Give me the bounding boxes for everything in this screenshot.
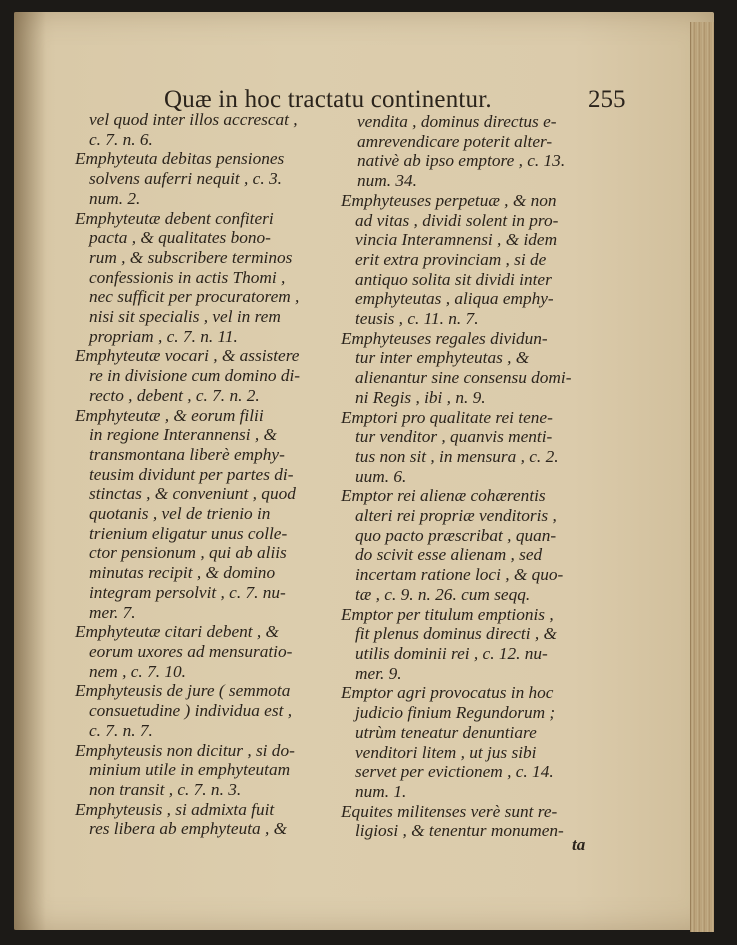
index-entry	[341, 408, 614, 487]
index-entry	[75, 346, 348, 405]
index-entry	[75, 800, 348, 839]
index-entry-line: transmontana liberè emphy-	[89, 444, 285, 464]
index-entry-line: solvens auferri nequit , c. 3.	[89, 169, 282, 189]
index-entry-line: vendita , dominus directus e-	[357, 112, 557, 131]
running-title: Quæ in hoc tractatu continentur.	[164, 86, 492, 113]
index-entry	[75, 622, 348, 681]
index-entry	[341, 683, 614, 801]
index-entry-line: utrùm teneatur denuntiare	[355, 722, 537, 742]
index-entry-line: Emphyteutæ citari debent , &	[75, 622, 279, 642]
index-entry-line: amrevendicare poterit alter-	[357, 131, 553, 151]
index-entry-line: ligiosi , & tenentur monumen-	[355, 821, 564, 841]
index-entry-line: eorum uxores ad mensuratio-	[89, 641, 293, 661]
page-gutter-shadow	[14, 12, 46, 930]
index-entry-line: integram persolvit , c. 7. nu-	[89, 582, 286, 602]
index-entry-line: teusis , c. 11. n. 7.	[355, 309, 479, 329]
index-entry-line: alienantur sine consensu domi-	[355, 368, 572, 388]
index-entry-line: non transit , c. 7. n. 3.	[89, 779, 242, 799]
index-entry-line: Emptor rei alienæ cohærentis	[341, 486, 546, 506]
index-entry-line: Emptori pro qualitate rei tene-	[341, 407, 553, 427]
index-entry-line: nem , c. 7. 10.	[89, 661, 186, 681]
index-entry-line: incertam ratione loci , & quo-	[355, 565, 564, 585]
index-entry-line: uum. 6.	[355, 466, 407, 486]
index-entry-line: mer. 9.	[355, 663, 402, 683]
index-entry-line: tur inter emphyteutas , &	[355, 348, 530, 368]
index-entry-line: judicio finium Regundorum ;	[355, 703, 556, 723]
index-entry	[75, 406, 348, 623]
index-entry-line: quo pacto præscribat , quan-	[355, 525, 557, 545]
index-entry-line: ctor pensionum , qui ab aliis	[89, 543, 287, 563]
index-entry-line: mer. 7.	[89, 602, 136, 622]
index-entry-line: do scivit esse alienam , sed	[355, 545, 543, 565]
index-entry-line: stinctas , & conveniunt , quod	[89, 484, 296, 504]
left-index-column	[75, 110, 348, 839]
index-entry-line: ad vitas , dividi solent in pro-	[355, 210, 559, 230]
page-number: 255	[588, 86, 626, 113]
index-entry-line: quotanis , vel de trienio in	[89, 504, 271, 524]
index-entry-line: Emphyteuses perpetuæ , & non	[341, 190, 557, 210]
index-entry-line: in regione Interannensi , &	[89, 425, 277, 445]
index-entry	[75, 681, 348, 740]
index-entry-line: Emphyteutæ , & eorum filii	[75, 405, 264, 425]
index-entry-line: vel quod inter illos accrescat ,	[89, 110, 298, 129]
index-entry-line: erit extra provinciam , si de	[355, 249, 547, 269]
index-entry-line: num. 34.	[357, 171, 418, 191]
index-entry-line: res libera ab emphyteuta , &	[89, 819, 288, 839]
index-entry	[75, 209, 348, 347]
index-entry	[341, 486, 614, 604]
index-entry-line: recto , debent , c. 7. n. 2.	[89, 385, 260, 405]
index-entry-line: Emphyteuta debitas pensiones	[75, 149, 285, 169]
index-entry-line: minutas recipit , & domino	[89, 563, 276, 583]
index-entry-line: ni Regis , ibi , n. 9.	[355, 387, 486, 407]
index-entry-line: nisi sit specialis , vel in rem	[89, 307, 281, 327]
index-entry-line: propriam , c. 7. n. 11.	[89, 326, 238, 346]
index-entry-line: utilis dominii rei , c. 12. nu-	[355, 643, 548, 663]
index-entry-line: num. 1.	[355, 781, 407, 801]
index-entry-line: Emphyteusis de jure ( semmota	[75, 681, 291, 701]
index-entry-line: venditori litem , ut jus sibi	[355, 742, 537, 762]
index-entry-line: Equites militenses verè sunt re-	[341, 801, 558, 821]
right-index-column	[341, 112, 614, 841]
index-entry	[75, 149, 348, 208]
index-entry-line: c. 7. n. 6.	[89, 129, 153, 149]
index-entry-line: c. 7. n. 7.	[89, 720, 153, 740]
index-entry-line: re in divisione cum domino di-	[89, 366, 301, 386]
index-entry-line: tus non sit , in mensura , c. 2.	[355, 446, 559, 466]
index-entry	[75, 110, 348, 149]
index-entry-line: fit plenus dominus directi , &	[355, 624, 557, 644]
index-entry-line: Emphyteusis non dicitur , si do-	[75, 740, 295, 760]
index-entry	[341, 605, 614, 684]
index-entry-line: nec sufficit per procuratorem ,	[89, 287, 300, 307]
index-entry	[341, 112, 614, 191]
index-entry-line: tæ , c. 9. n. 26. cum seqq.	[355, 584, 531, 604]
index-entry	[75, 741, 348, 800]
catchword: ta	[572, 835, 586, 854]
index-entry-line: minium utile in emphyteutam	[89, 760, 291, 780]
index-entry-line: nativè ab ipso emptore , c. 13.	[357, 151, 566, 171]
index-entry	[341, 329, 614, 408]
index-entry-line: vincia Interamnensi , & idem	[355, 230, 558, 250]
index-entry-line: tur venditor , quanvis menti-	[355, 427, 553, 447]
index-entry-line: servet per evictionem , c. 14.	[355, 762, 554, 782]
index-entry-line: pacta , & qualitates bono-	[89, 228, 271, 248]
index-entry-line: alteri rei propriæ venditoris ,	[355, 506, 557, 526]
index-entry-line: num. 2.	[89, 188, 141, 208]
index-entry-line: consuetudine ) individua est ,	[89, 701, 293, 721]
index-entry-line: trienium eligatur unus colle-	[89, 523, 288, 543]
index-entry-line: Emptor per titulum emptionis ,	[341, 604, 554, 624]
index-entry-line: teusim dividunt per partes di-	[89, 464, 294, 484]
index-entry-line: rum , & subscribere terminos	[89, 247, 293, 267]
index-entry-line: antiquo solita sit dividi inter	[355, 269, 552, 289]
index-entry-line: emphyteutas , aliqua emphy-	[355, 289, 554, 309]
index-entry-line: Emphyteusis , si admixta fuit	[75, 799, 275, 819]
index-entry-line: Emphyteutæ debent confiteri	[75, 208, 274, 228]
page-edges	[690, 22, 714, 932]
index-entry-line: Emphyteuses regales dividun-	[341, 328, 548, 348]
index-entry	[341, 191, 614, 329]
index-entry-line: Emphyteutæ vocari , & assistere	[75, 346, 300, 366]
index-entry-line: confessionis in actis Thomi ,	[89, 267, 286, 287]
index-entry-line: Emptor agri provocatus in hoc	[341, 683, 554, 703]
